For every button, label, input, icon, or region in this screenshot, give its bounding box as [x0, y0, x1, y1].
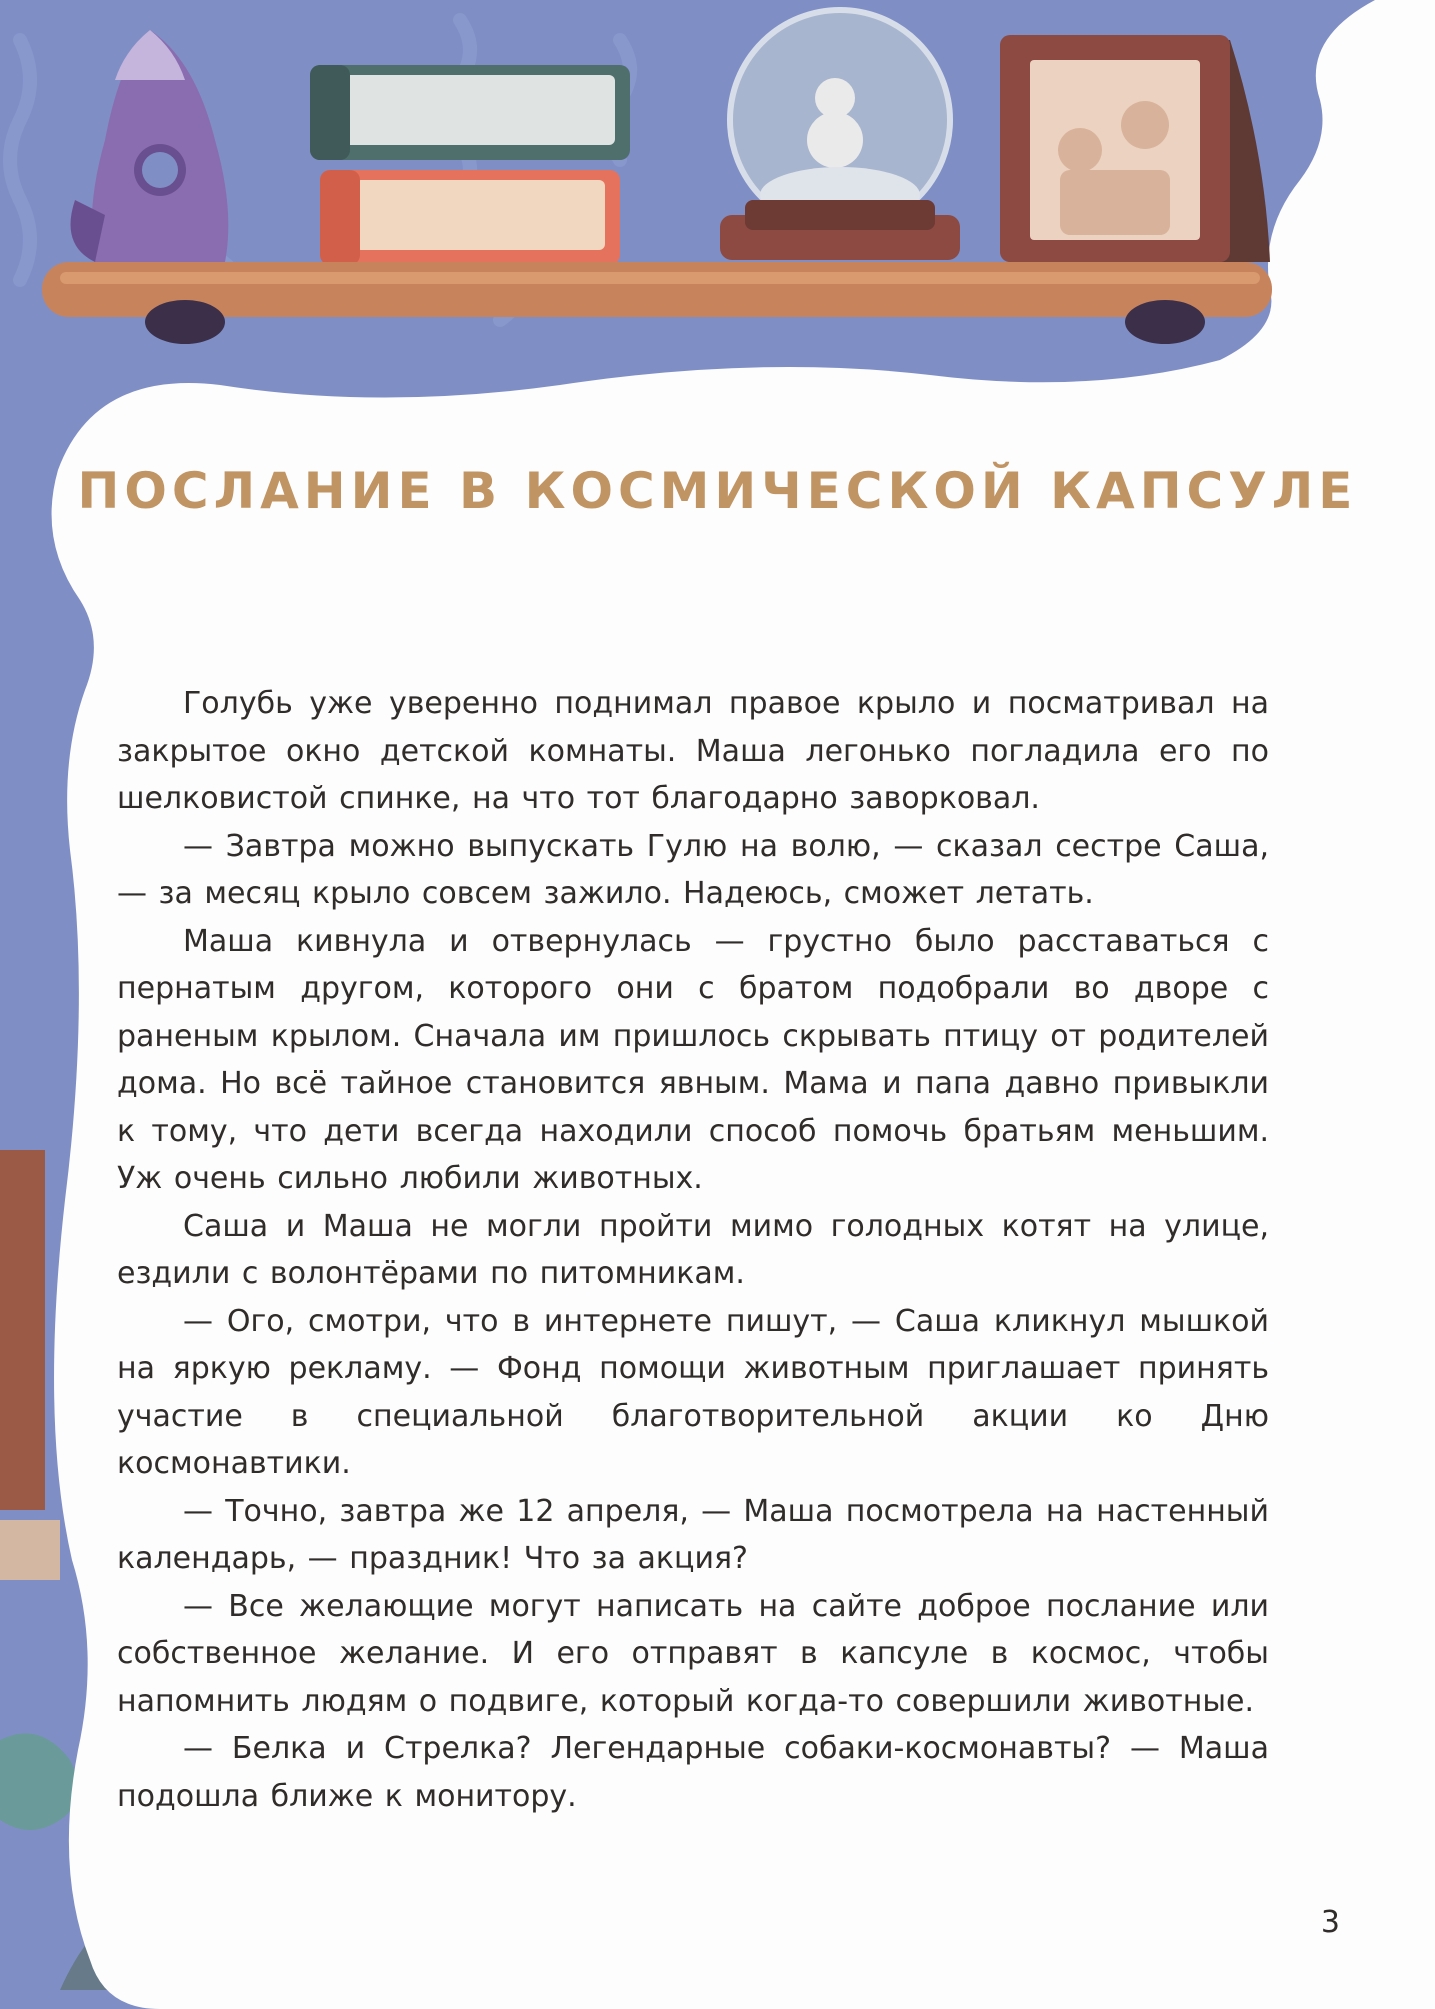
- paragraph: — Белка и Стрелка? Легендарные собаки-космонавты? — Маша подошла ближе к монитору.: [117, 1731, 1269, 1814]
- paragraph: — Точно, завтра же 12 апреля, — Маша посмотрела на настенный календарь, — праздник! Что за акция?: [117, 1493, 1269, 1576]
- paragraph: Маша кивнула и отвернулась — грустно было расставаться с пернатым другом, которого они с братом подобрали во дворе с раненым крылом. Сначала им пришлось скрывать птицу от родителей дома. Но всё тайное становится явным. Мама и папа давно привыкли к тому, что дети всегда находили способ помочь братьям меньшим. Уж очень сильно любили животных.: [117, 923, 1269, 1196]
- paragraph: — Ого, смотри, что в интернете пишут, — Саша кликнул мышкой на яркую рекламу. — Фонд помощи животным приглашает принять участие в специальной благотворительной акции ко Дню космонавтики.: [117, 1303, 1269, 1481]
- picture-frame: [1000, 35, 1270, 262]
- paragraph: — Завтра можно выпускать Гулю на волю, — сказал сестре Саша, — за месяц крыло совсем зажило. Надеюсь, сможет летать.: [117, 828, 1269, 911]
- paragraph: Саша и Маша не могли пройти мимо голодных котят на улице, ездили с волонтёрами по питомникам.: [117, 1208, 1269, 1291]
- page-number: 3: [1320, 1905, 1340, 1940]
- story-text: [117, 680, 1269, 1820]
- snow-globe: [720, 10, 960, 260]
- paragraph: Голубь уже уверенно поднимал правое крыло и посматривал на закрытое окно детской комнаты. Маша легонько погладила его по шелковистой спинке, на что тот благодарно заворковал.: [117, 686, 1269, 816]
- paragraph: — Все желающие могут написать на сайте доброе послание или собственное желание. И его отправят в капсуле в космос, чтобы напомнить людям о подвиге, который когда-то совершили животные.: [117, 1588, 1269, 1719]
- page-title: ПОСЛАНИЕ В КОСМИЧЕСКОЙ КАПСУЛЕ: [77, 462, 1358, 520]
